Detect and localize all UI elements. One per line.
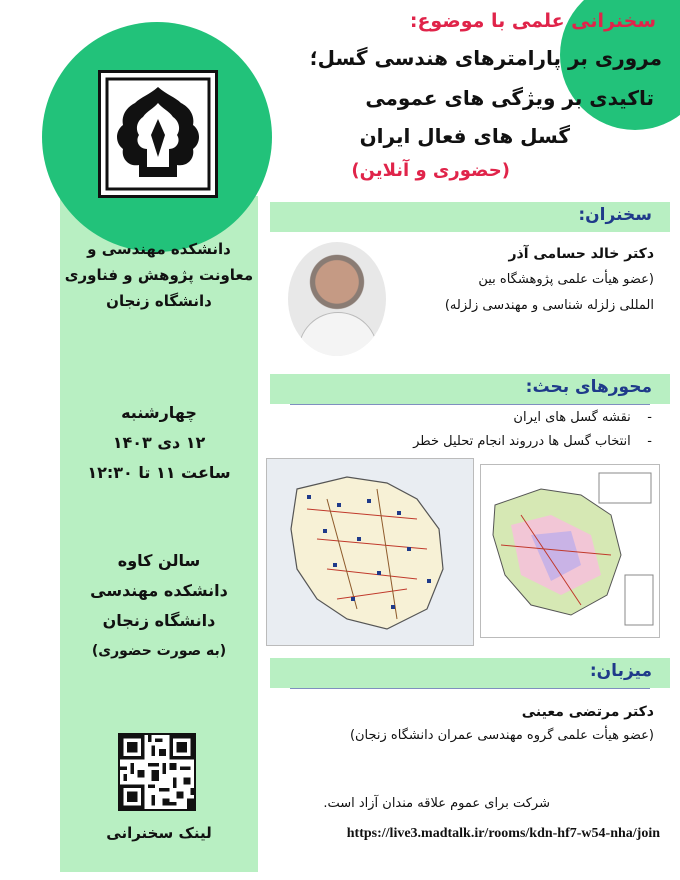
participation-note: شرکت برای عموم علاقه مندان آزاد است. (323, 796, 550, 811)
host-section-title: میزبان: (589, 661, 652, 681)
topic-item-1: - نقشه گسل های ایران (513, 410, 652, 425)
topic-label: سخنرانی علمی با موضوع: (409, 10, 656, 32)
event-time: ساعت ۱۱ تا ۱۲:۳۰ (87, 463, 231, 482)
host-name: دکتر مرتضی معینی (521, 704, 654, 720)
venue-line-3: دانشگاه زنجان (102, 611, 216, 630)
title-line-3: گسل های فعال ایران (359, 124, 570, 148)
datetime-block (60, 398, 258, 488)
speaker-affiliation-line-2: المللی زلزله شناسی و مهندسی زلزله) (444, 298, 654, 313)
topics-section-bar (270, 374, 670, 404)
topics-divider (290, 404, 650, 405)
venue-line-1: سالن کاوه (117, 551, 201, 570)
speakers-section-bar (270, 202, 670, 232)
venue-block (60, 546, 258, 666)
venue-line-2: دانشکده مهندسی (90, 581, 228, 600)
organizer-line-3: دانشگاه زنجان (106, 292, 212, 310)
speaker-name: دکتر خالد حسامی آذر (508, 246, 654, 262)
university-logo (98, 70, 218, 198)
speaker-photo (288, 242, 386, 356)
topics-section-title: محورهای بحث: (525, 377, 652, 397)
host-affiliation: (عضو هیأت علمی گروه مهندسی عمران دانشگاه زنجان) (349, 728, 654, 743)
topic-item-2: - انتخاب گسل ها درروند انجام تحلیل خطر (413, 434, 652, 449)
speaker-affiliation-line-1: (عضو هیأت علمی پژوهشگاه بین (478, 272, 654, 287)
organizer-line-2: معاونت پژوهش و فناوری (64, 266, 254, 284)
event-date: ۱۲ دی ۱۴۰۳ (112, 433, 206, 452)
event-link[interactable]: https://live3.madtalk.ir/rooms/kdn-hf7-w54-nha/join (346, 826, 660, 841)
event-day: چهارشنبه (121, 403, 197, 422)
topic-item-1-text: نقشه گسل های ایران (513, 410, 631, 425)
organizer-line-1: دانشکده مهندسی و (87, 240, 231, 258)
topic-item-2-text: انتخاب گسل ها درروند انجام تحلیل خطر (413, 434, 631, 449)
title-line-1: مروری بر پارامترهای هندسی گسل؛ (309, 46, 662, 70)
organizer-block (60, 236, 258, 314)
speaker-photo-body (298, 312, 378, 356)
link-label: لینک سخنرانی (106, 824, 212, 842)
iran-hazard-map-image (480, 464, 660, 638)
attendance-mode: (حضوری و آنلاین) (351, 160, 510, 181)
venue-line-4: (به صورت حضوری) (91, 643, 227, 659)
host-section-bar (270, 658, 670, 688)
iran-fault-map-image (266, 458, 474, 646)
speakers-section-title: سخنران: (578, 205, 652, 225)
qr-code[interactable] (118, 733, 196, 811)
host-divider (290, 688, 650, 689)
title-line-2: تاکیدی بر ویژگی های عمومی (365, 86, 654, 110)
